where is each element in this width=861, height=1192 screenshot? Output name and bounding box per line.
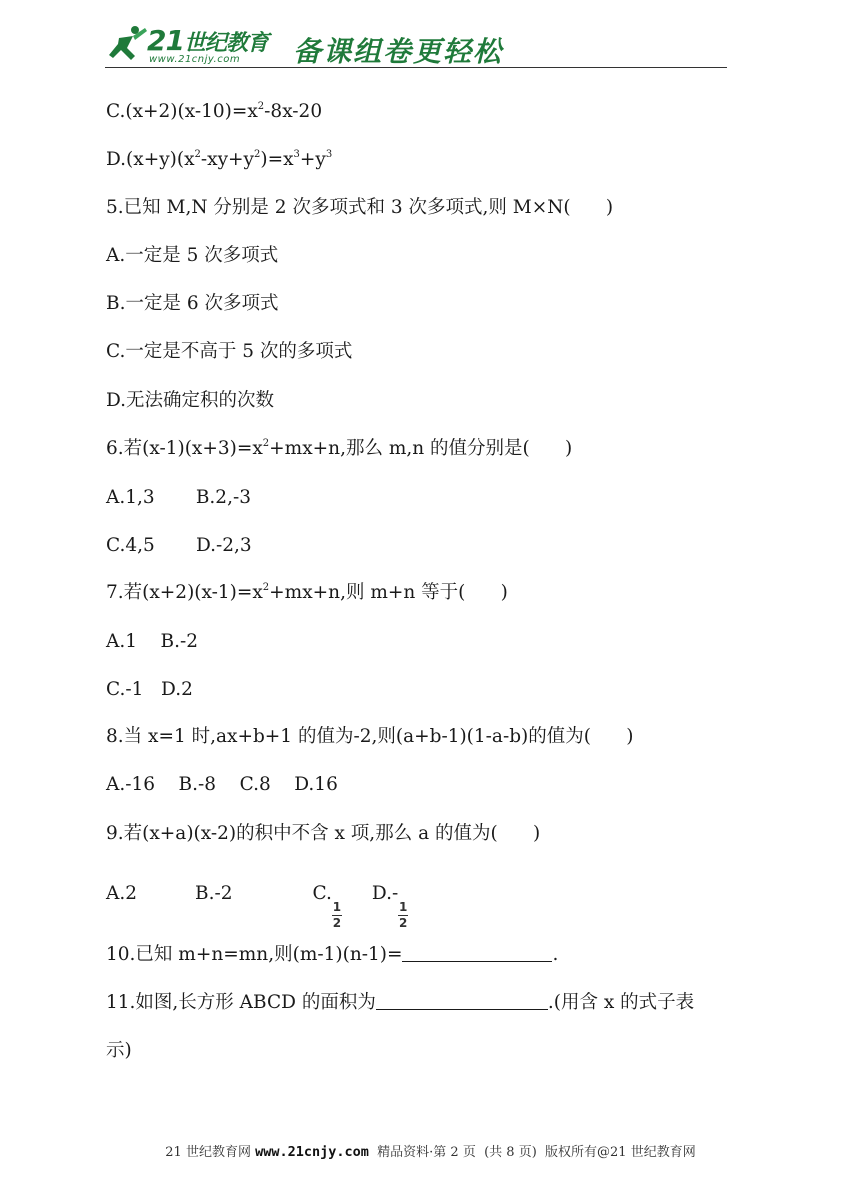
answer-blank[interactable] <box>376 991 548 1010</box>
q9-option-d: D.- <box>371 883 399 904</box>
q6-options-cd: C.4,5 D.-2,3 <box>106 535 252 556</box>
question-6: 6.若$(x-1)(x+3)=x^2+mx+n$,那么 m,n 的值分别是( ) <box>106 438 573 459</box>
q8-options: A.-16 B.-8 C.8 D.16 <box>106 774 338 795</box>
fraction-one-half: $\frac{1}{2}$ <box>332 900 342 930</box>
answer-blank[interactable] <box>402 943 552 962</box>
option-5c: $C.(x+2)(x-10)=x^2-8x-20$ <box>106 101 323 122</box>
q9-options <box>106 882 408 930</box>
question-7: 7.若$(x+2)(x-1)=x^2+mx+n$,则 m+n 等于( ) <box>106 582 508 603</box>
question-5: 5.已知 M,N 分别是 2 次多项式和 3 次多项式,则 M×N( ) <box>106 197 614 218</box>
question-11-cont: 示) <box>106 1040 132 1061</box>
q5-option-b: B.一定是 6 次多项式 <box>106 293 279 314</box>
q5-option-a: A.一定是 5 次多项式 <box>106 245 279 266</box>
question-8: 8.当 x=1 时,ax+b+1 的值为-2,则(a+b-1)(1-a-b)的值为( ) <box>106 726 634 747</box>
question-10: 10.已知 m+n=mn,则(m-1)(n-1)= . <box>106 944 559 965</box>
q7-options-ab: A.1 B.-2 <box>106 631 199 652</box>
header-slogan: 备课组卷更轻松 <box>293 35 504 68</box>
q9-option-a: A.2 <box>106 883 138 904</box>
option-5d: $D.(x+y)(x^2-xy+y^2)=x^3+y^3$ <box>106 149 333 170</box>
question-9: 9.若(x+a)(x-2)的积中不含 x 项,那么 a 的值为( ) <box>106 823 541 844</box>
footer-url: www.21cnjy.com <box>255 1144 369 1160</box>
runner-logo-icon <box>105 24 149 64</box>
q6-options-ab: A.1,3 B.2,-3 <box>106 487 251 508</box>
q5-option-c: C.一定是不高于 5 次的多项式 <box>106 341 353 362</box>
brand-logo: 21世纪教育 <box>147 24 268 57</box>
brand-url: www.21cnjy.com <box>149 54 241 65</box>
q9-option-c: C. <box>312 883 332 904</box>
header-divider <box>105 67 727 68</box>
q7-options-cd: C.-1 D.2 <box>106 679 193 700</box>
fraction-one-half: $\frac{1}{2}$ <box>399 900 408 930</box>
page-footer: 21 世纪教育网 www.21cnjy.com 精品资料·第 2 页 (共 8 页) 版权所有@21 世纪教育网 <box>165 1144 696 1160</box>
q9-option-b: B.-2 <box>195 883 233 904</box>
question-11: 11.如图,长方形 ABCD 的面积为 .(用含 x 的式子表 <box>106 992 695 1013</box>
q5-option-d: D.无法确定积的次数 <box>106 390 275 411</box>
page-header <box>105 20 727 70</box>
